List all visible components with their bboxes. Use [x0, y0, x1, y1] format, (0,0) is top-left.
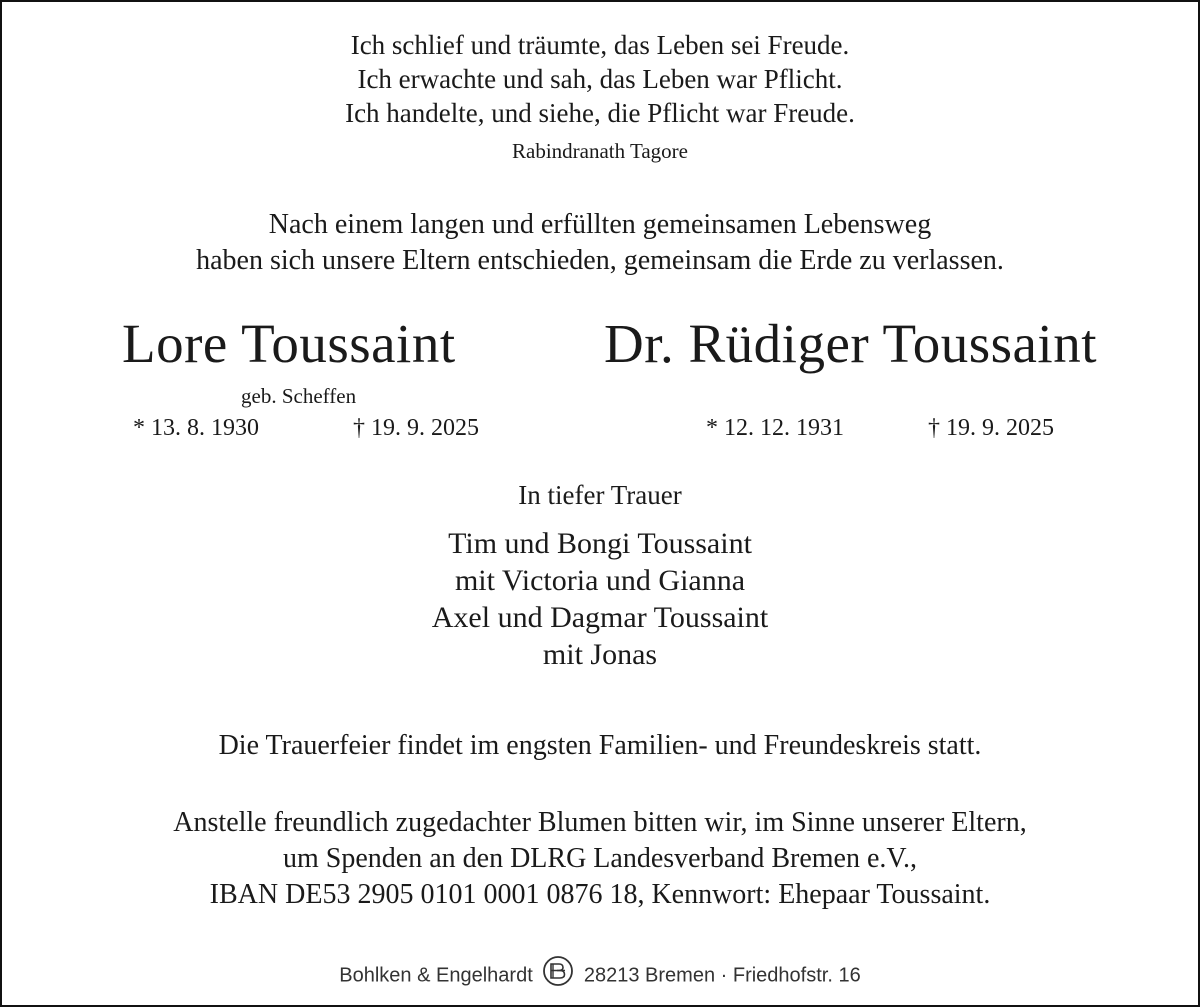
birth-date-ruediger: * 12. 12. 1931	[706, 415, 844, 441]
funeral-home-footer	[0, 957, 1200, 995]
maiden-name: geb. Scheffen	[241, 384, 357, 408]
quote-block	[0, 28, 1200, 130]
mourner-line: Tim und Bongi Toussaint	[448, 527, 752, 560]
mourners-list	[0, 525, 1200, 673]
donation-line: um Spenden an den DLRG Landesverband Bremen e.V.,	[283, 843, 917, 874]
quote-line: Ich erwachte und sah, das Leben war Pflicht.	[357, 64, 843, 94]
mourning-heading: In tiefer Trauer	[518, 480, 682, 510]
donation-line: IBAN DE53 2905 0101 0001 0876 18, Kennwort: Ehepaar Toussaint.	[209, 879, 991, 910]
mourner-line: mit Jonas	[542, 638, 658, 671]
birth-date-lore: * 13. 8. 1930	[133, 415, 259, 441]
donation-line: Anstelle freundlich zugedachter Blumen bitten wir, im Sinne unserer Eltern,	[173, 807, 1027, 838]
intro-line: haben sich unsere Eltern entschieden, gemeinsam die Erde zu verlassen.	[196, 245, 1004, 276]
funeral-home-address: 28213 Bremen · Friedhofstr. 16	[583, 964, 861, 987]
ceremony-note: Die Trauerfeier findet im engsten Familien- und Freundeskreis statt.	[218, 730, 982, 761]
mourner-line: mit Victoria und Gianna	[454, 564, 746, 597]
donation-request	[0, 805, 1200, 913]
quote-line: Ich handelte, und siehe, die Pflicht war Freude.	[345, 98, 855, 128]
intro-text	[0, 207, 1200, 279]
mourner-line: Axel und Dagmar Toussaint	[431, 601, 769, 634]
quote-line: Ich schlief und träumte, das Leben sei Freude.	[350, 30, 850, 60]
intro-line: Nach einem langen und erfüllten gemeinsamen Lebensweg	[268, 209, 932, 240]
funeral-home-name: Bohlken & Engelhardt	[339, 964, 533, 987]
death-date-ruediger: † 19. 9. 2025	[928, 415, 1054, 441]
quote-author: Rabindranath Tagore	[512, 139, 688, 163]
deceased-name-ruediger: Dr. Rüdiger Toussaint	[604, 313, 1097, 374]
deceased-name-lore: Lore Toussaint	[122, 313, 456, 374]
funeral-home-logo-icon	[542, 955, 574, 993]
death-date-lore: † 19. 9. 2025	[353, 415, 479, 441]
